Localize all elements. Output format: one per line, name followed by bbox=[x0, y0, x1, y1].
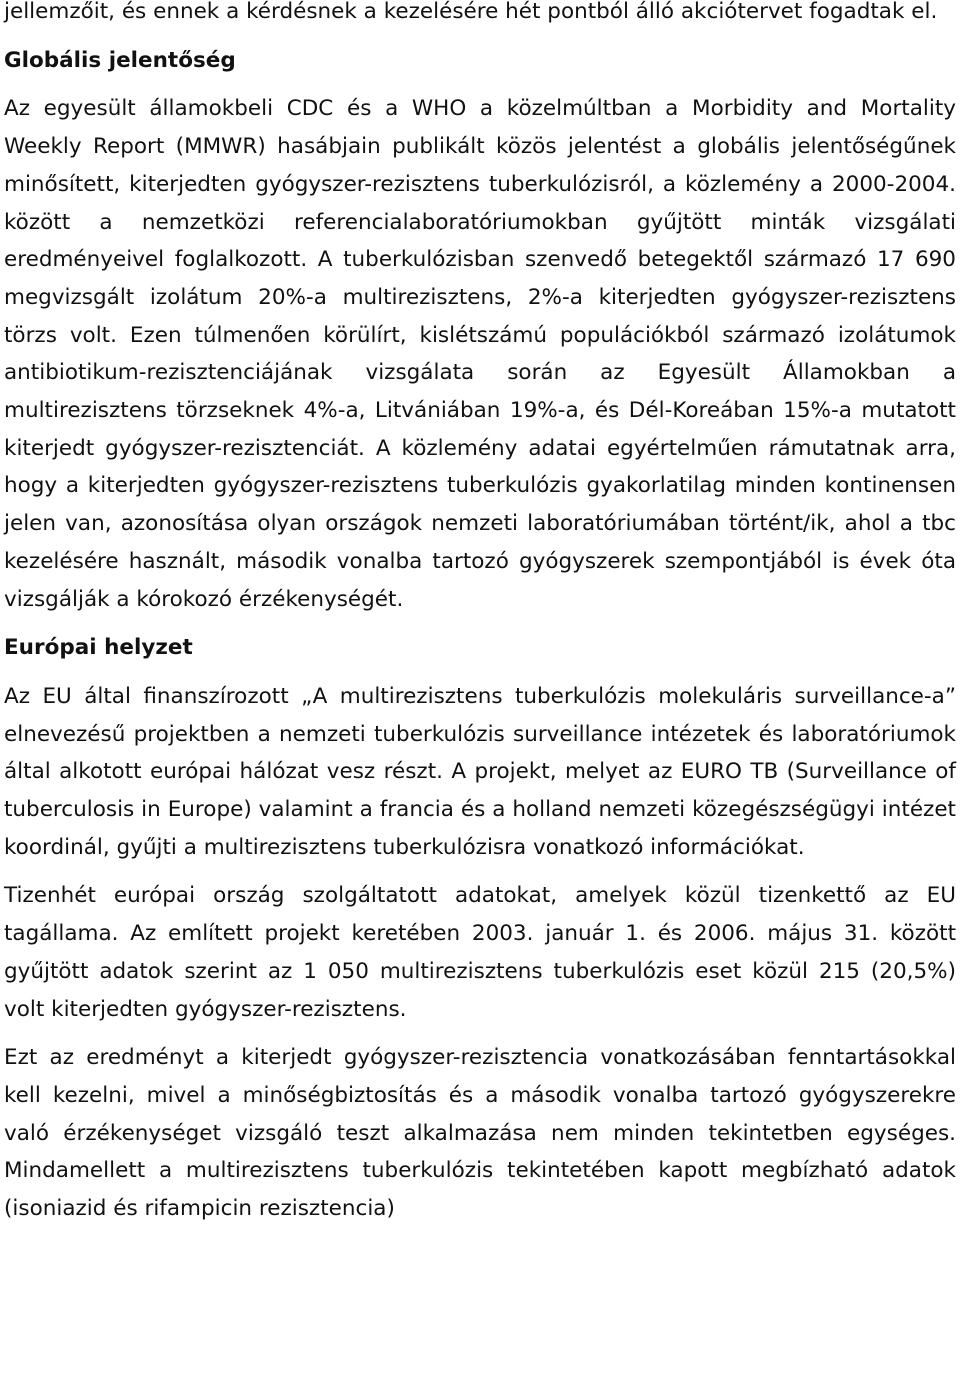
global-significance-paragraph: Az egyesült államokbeli CDC és a WHO a közelmúltban a Morbidity and Mortality Weekly Report (MMWR) hasábjain publikált közös jelentést a globális jelentőségűnek minősített, kiterjedten gyógyszer-rezisztens tuberkulózisról, a közlemény a 2000-2004. között a nemzetközi referencialaboratóriumokban gyűjtött minták vizsgálati eredményeivel foglalkozott. A tuberkulózisban szenvedő betegektől származó 17 690 megvizsgált izolátum 20%-a multirezisztens, 2%-a kiterjedten gyógyszer-rezisztens törzs volt. Ezen túlmenően körülírt, kislétszámú populációkból származó izolátumok antibiotikum-rezisztenciájának vizsgálata során az Egyesült Államokban a multirezisztens törzseknek 4%-a, Litvániában 19%-a, és Dél-Koreában 15%-a mutatott kiterjedt gyógyszer-rezisztenciát. A közlemény adatai egyértelműen rámutatnak arra, hogy a kiterjedten gyógyszer-rezisztens tuberkulózis gyakorlatilag minden kontinensen jelen van, azonosítása olyan országok nemzeti laboratóriumában történt/ik, ahol a tbc kezelésére használt, második vonalba tartozó gyógyszerek szempontjából is évek óta vizsgálják a kórokozó érzékenységét. bbox=[4, 96, 956, 612]
intro-paragraph: jellemzőit, és ennek a kérdésnek a kezelésére hét pontból álló akciótervet fogadtak el. bbox=[4, 0, 938, 24]
europe-paragraph-2: Tizenhét európai ország szolgáltatott adatokat, amelyek közül tizenkettő az EU tagállama. Az említett projekt keretében 2003. január 1. és 2006. május 31. között gyűjtött adatok szerint az 1 050 multirezisztens tuberkulózis eset közül 215 (20,5%) volt kiterjedten gyógyszer-rezisztens. bbox=[4, 883, 956, 1022]
section-heading-global: Globális jelentőség bbox=[4, 47, 236, 73]
europe-paragraph-3: Ezt az eredményt a kiterjedt gyógyszer-rezisztencia vonatkozásában fenntartásokkal kell kezelni, mivel a minőségbiztosítás és a második vonalba tartozó gyógyszerekre való érzékenységet vizsgáló teszt alkalmazása nem minden tekintetben egységes. Mindamellett a multirezisztens tuberkulózis tekintetében kapott megbízható adatok (isoniazid és rifampicin rezisztencia) bbox=[4, 1045, 956, 1222]
europe-paragraph-1: Az EU által finanszírozott „A multirezisztens tuberkulózis molekuláris surveillance-a” elnevezésű projektben a nemzeti tuberkulózis surveillance intézetek és laboratóriumok által alkotott európai hálózat vesz részt. A projekt, melyet az EURO TB (Surveillance of tuberculosis in Europe) valamint a francia és a holland nemzeti közegészségügyi intézet koordinál, gyűjti a multirezisztens tuberkulózisra vonatkozó információkat. bbox=[4, 683, 956, 860]
section-heading-europe: Európai helyzet bbox=[4, 635, 193, 661]
